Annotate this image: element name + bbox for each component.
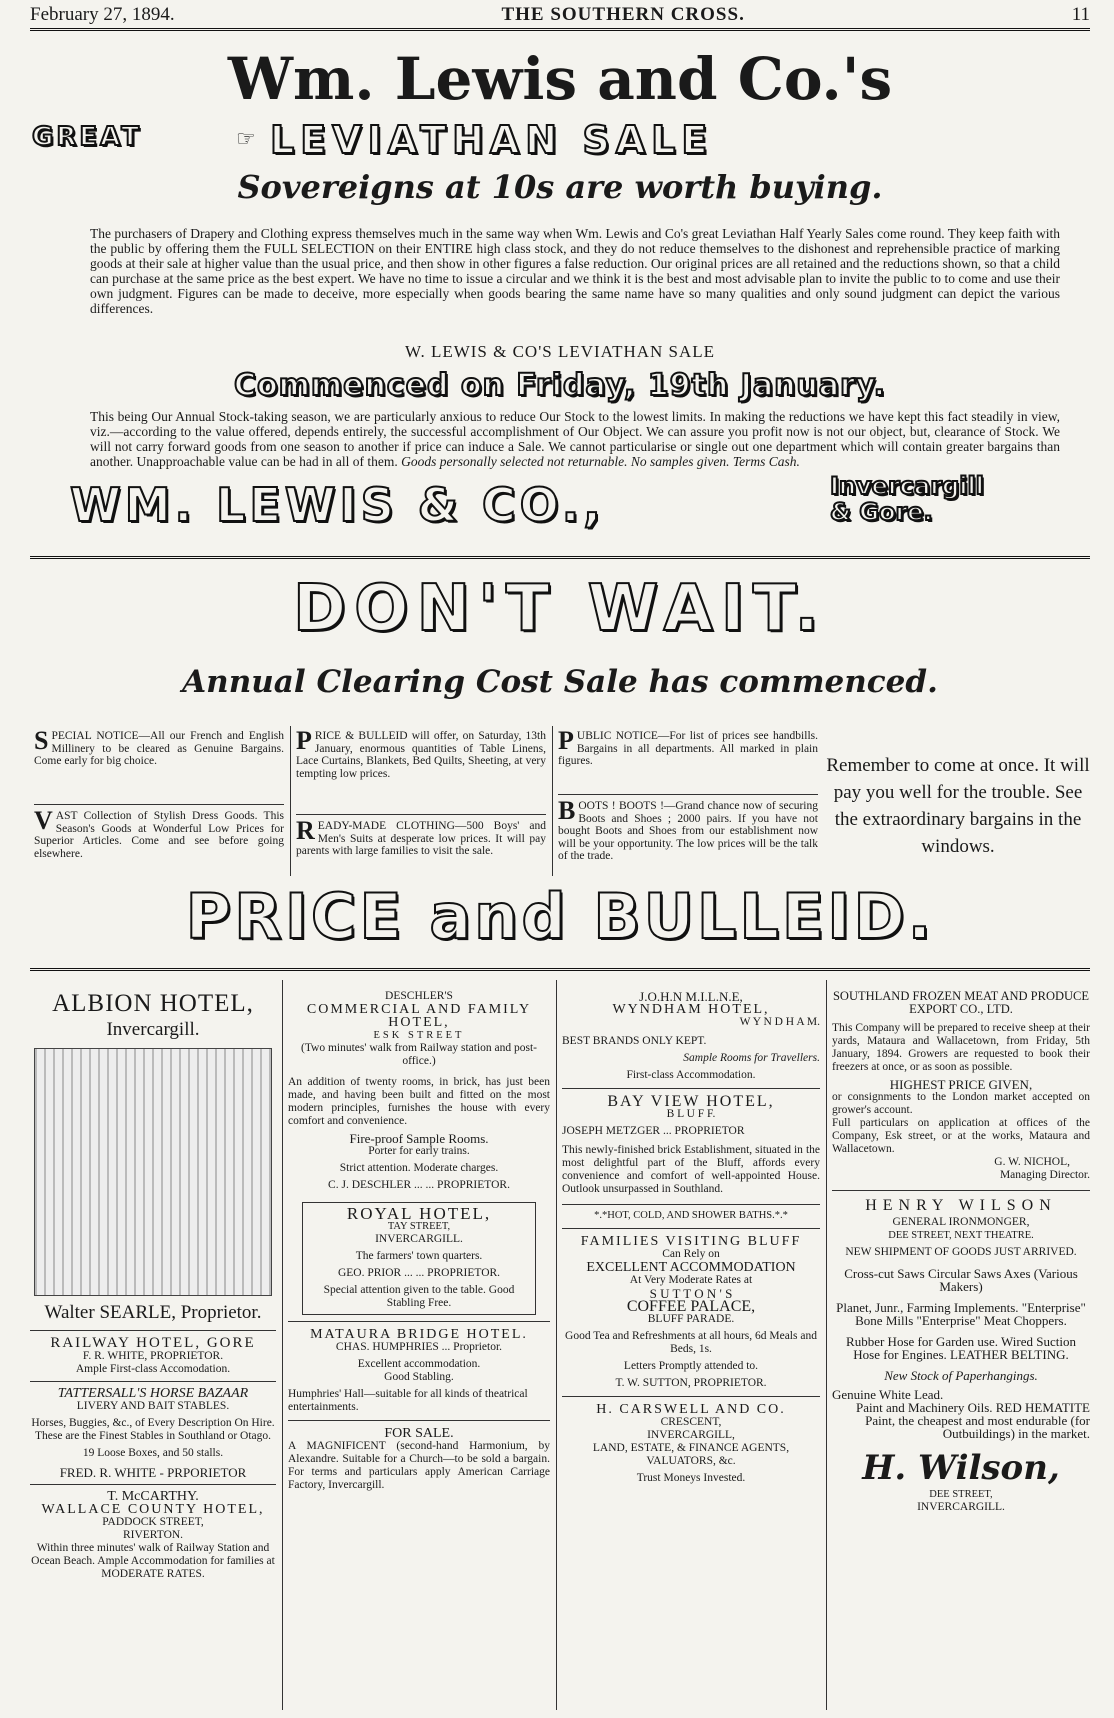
- lewis-subhead: W. LEWIS & CO'S LEVIATHAN SALE: [404, 342, 716, 361]
- horses-desc: Horses, Buggies, &c., of Every Description On Hire. These are the Finest Stables in Southland or Otago.: [31, 1417, 275, 1442]
- excellent-heading: EXCELLENT ACCOMMODATION: [586, 1260, 796, 1275]
- column-rule: [556, 980, 557, 1710]
- metzger-proprietor: JOSEPH METZGER ... PROPRIETOR: [562, 1125, 745, 1137]
- bayview-hotel-title: BAY VIEW HOTEL,: [607, 1093, 775, 1110]
- wyndham-hotel-title: WYNDHAM HOTEL,: [612, 1002, 770, 1017]
- wallace-street: PADDOCK STREET,: [102, 1516, 204, 1528]
- stock-text: This being Our Annual Stock-taking season, we are particularly anxious to reduce Our Stock to the lowest limits. In making the reductions we have kept this fact steadily in view, viz.—according to the value offered, depends entirely, the successful accomplishment of Our Object. We can assure you profit now is not our object, but, clearance of Stock. We will not carry forward goods from one season to another if price can induce a Sale. We cannot particularise or single out one department which will contain greater bargains than another. Unapproachable value can be had in all of them.: [90, 409, 1060, 469]
- white-lead: Genuine White Lead.: [832, 1387, 944, 1402]
- lewis-firm-line: [30, 470, 1090, 536]
- loose-boxes: 19 Loose Boxes, and 50 stalls.: [82, 1447, 224, 1459]
- henry-wilson-title: HENRY WILSON: [865, 1197, 1057, 1214]
- lewis-tagline: Sovereigns at 10s are worth buying.: [237, 168, 883, 206]
- initial-letter: S: [34, 726, 49, 755]
- clearing-sale-heading: Annual Clearing Cost Sale has commenced.: [182, 664, 938, 700]
- lewis-intro-paragraph: The purchasers of Drapery and Clothing express themselves much in the same way when Wm. Lewis and Co's great Leviathan Half Yearly Sales come round. They keep faith with the public by offering them the FULL SELECTION on their ENTIRE high class stock, and they do not reduce themselves to the dishonest and reprehensible practice of marking goods at their sale at higher value than the usual price, and then show in other figures a false reduction. Our original prices are all retained and the reductions shown, so that a child can purchase at the same price as the best expert. We have no time to issue a circular and we think it is the best and most advisable plan to invite the public to to come and use their own judgment. Figures can be made to deceive, more especially when goods bearing the same name have so many qualities and only sound judgment can depict the various differences.: [90, 226, 1060, 316]
- coffee-palace: COFFEE PALACE,: [626, 1298, 756, 1315]
- ironmonger: GENERAL IRONMONGER,: [892, 1216, 1030, 1228]
- company-desc: This Company will be prepared to receive sheep at their yards, Mataura and Wallacetown, from Friday, 5th January, 1894. Growers are requested to book their freezers at once, or as soon as possible.: [832, 1022, 1090, 1073]
- divider: [290, 726, 291, 876]
- notice-text: AST Collection of Stylish Dress Goods. This Season's Goods at Wonderful Low Prices for Superior Articles. Come and see before going elsewhere.: [34, 810, 284, 860]
- initial-letter: P: [296, 726, 312, 755]
- mccarthy: T. McCARTHY.: [107, 1489, 199, 1504]
- lewis-stock-paragraph: [90, 409, 1060, 469]
- wilson-street: DEE STREET,: [929, 1489, 993, 1500]
- notice-text: EADY-MADE CLOTHING—500 Boys' and Men's Suits at desperate low prices. It will pay parents with large families to visit the sale.: [296, 820, 546, 857]
- dee-street: DEE STREET, NEXT THEATRE.: [888, 1230, 1034, 1241]
- managing-director: Managing Director.: [999, 1169, 1090, 1181]
- notice-dress-goods: [34, 806, 284, 860]
- divider: [296, 814, 546, 815]
- column-rule: [282, 980, 283, 1710]
- divider: [34, 804, 284, 805]
- albion-title: ALBION HOTEL,: [52, 990, 254, 1017]
- lewis-title: Wm. Lewis and Co.'s: [227, 45, 893, 113]
- chas-humphries: CHAS. HUMPHRIES ... Proprietor.: [335, 1341, 503, 1353]
- wallace-desc: Within three minutes' walk of Railway Station and Ocean Beach. Ample Accommodation for families at MODERATE RATES.: [31, 1542, 275, 1580]
- fred-white: FRED. R. WHITE - PRPORIETOR: [59, 1465, 247, 1480]
- moderate-rates: At Very Moderate Rates at: [629, 1274, 753, 1286]
- saws: Cross-cut Saws Circular Saws Axes (Various Makers): [844, 1266, 1078, 1294]
- trust-moneys: Trust Moneys Invested.: [636, 1472, 746, 1484]
- deschler-label: DESCHLER'S: [385, 990, 453, 1002]
- humphries-hall: Humphries' Hall—suitable for all kinds of theatrical entertainments.: [288, 1388, 528, 1413]
- notice-boots: [558, 796, 818, 863]
- wallace-hotel-title: WALLACE COUNTY HOTEL,: [41, 1502, 265, 1517]
- price-bulleid-name: PRICE and BULLEID.: [185, 880, 935, 953]
- railway-hotel-title: RAILWAY HOTEL, GORE: [50, 1335, 256, 1351]
- notice-text: UBLIC NOTICE—For list of prices see handbills. Bargains in all departments. All marked in plain figures.: [558, 730, 818, 767]
- new-shipment: NEW SHIPMENT OF GOODS JUST ARRIVED.: [845, 1246, 1077, 1258]
- southland-frozen-title: SOUTHLAND FROZEN MEAT AND PRODUCE EXPORT CO., LTD.: [832, 989, 1090, 1016]
- sutton-proprietor: T. W. SUTTON, PROPRIETOR.: [615, 1377, 767, 1389]
- newspaper-title: THE SOUTHERN CROSS.: [501, 4, 745, 25]
- first-class: First-class Accommodation.: [626, 1069, 756, 1081]
- minutes-walk: (Two minutes' walk from Railway station and post-office.): [300, 1042, 538, 1067]
- crescent: CRESCENT,: [660, 1416, 722, 1428]
- harmonium-desc: A MAGNIFICENT (second-hand Harmonium, by Alexandre. Suitable for a Church—to be sold a bargain. For terms and particulars apply American Carriage Factory, Invercargill.: [288, 1440, 550, 1491]
- rubber-hose: Rubber Hose for Garden use. Wired Suction Hose for Engines. LEATHER BELTING.: [846, 1334, 1076, 1362]
- firm-place-1: Invercargill: [830, 472, 984, 500]
- geo-prior: GEO. PRIOR ... ... PROPRIETOR.: [337, 1267, 501, 1279]
- h-wilson-name: H. Wilson,: [862, 1448, 1060, 1488]
- notice-linens: [296, 726, 546, 780]
- porter: Porter for early trains.: [368, 1145, 470, 1157]
- lewis-firm-name: WM. LEWIS & CO.,: [70, 478, 605, 532]
- john-milne: J.O.H.N M.I.L.N.E,: [639, 989, 743, 1004]
- fireproof-rooms: Fire-proof Sample Rooms.: [349, 1131, 489, 1146]
- strict-attention: Strict attention. Moderate charges.: [339, 1162, 499, 1174]
- railway-accommodation: Ample First-class Accomodation.: [75, 1363, 231, 1375]
- section-rule: [30, 968, 1090, 971]
- divider: [552, 726, 553, 876]
- addition-desc: An addition of twenty rooms, in brick, has just been made, and having been built and fitted on the most modern principles, furnishes the house with every comfort and convenience.: [288, 1076, 550, 1127]
- land-agents: LAND, ESTATE, & FINANCE AGENTS, VALUATORS, &c.: [592, 1442, 790, 1467]
- initial-letter: V: [34, 806, 53, 835]
- column-2: [288, 990, 550, 1492]
- tay-street: TAY STREET,: [387, 1221, 451, 1232]
- notice-clothing: [296, 816, 546, 858]
- consignments: or consignments to the London market accepted on grower's account.: [832, 1091, 1090, 1116]
- carswell-title: H. CARSWELL AND CO.: [596, 1402, 786, 1417]
- column-rule: [826, 980, 827, 1710]
- albion-town: Invercargill.: [106, 1019, 200, 1040]
- esk-street: ESK STREET: [373, 1030, 465, 1041]
- wyndham-town: W Y N D H A M.: [739, 1016, 820, 1028]
- families-heading: FAMILIES VISITING BLUFF: [580, 1234, 802, 1249]
- remember-notice: Remember to come at once. It will pay you well for the trouble. See the extraordinary bargains in the windows.: [826, 755, 1090, 857]
- metzger-desc: This newly-finished brick Establishment, situated in the most delightful part of the Bluff, affords every convenience and comfort of well-appointed House. Outlook unsurpassed in Southland.: [562, 1144, 820, 1195]
- notice-handbills: [558, 726, 818, 768]
- farmers-quarters: The farmers' town quarters.: [355, 1250, 483, 1262]
- excellent-accommodation: Excellent accommodation.: [357, 1358, 481, 1370]
- notice-text: OOTS ! BOOTS !—Grand chance now of securing Boots and Shoes ; 2000 pairs. If you have not bought Boots and Shoes from our establishment now will be your opportunity. The low prices will be the talk of the trade.: [558, 800, 818, 862]
- pointing-hand-icon: ☞: [236, 126, 256, 151]
- paperhangings: New Stock of Paperhangings.: [884, 1368, 1038, 1383]
- initial-letter: B: [558, 796, 576, 825]
- column-1: [30, 990, 276, 1581]
- initial-letter: R: [296, 816, 315, 845]
- issue-date: February 27, 1894.: [30, 4, 175, 25]
- carswell-town: INVERCARGILL,: [647, 1429, 735, 1441]
- for-sale-heading: FOR SALE.: [384, 1426, 454, 1441]
- highest-price: HIGHEST PRICE GIVEN,: [889, 1077, 1033, 1092]
- albion-hotel-illustration: [34, 1048, 272, 1296]
- good-stabling: Good Stabling.: [384, 1371, 454, 1383]
- baths: *.*HOT, COLD, AND SHOWER BATHS.*.*: [594, 1210, 788, 1221]
- special-attention: Special attention given to the table. Good Stabling Free.: [323, 1284, 515, 1309]
- column-4: [832, 990, 1090, 1514]
- page-header: [30, 2, 1090, 31]
- dont-wait-heading: DON'T WAIT.: [293, 572, 827, 646]
- royal-hotel-title: ROYAL HOTEL,: [346, 1204, 492, 1223]
- leviathan-sale-label: LEVIATHAN SALE: [270, 118, 714, 162]
- great-label: GREAT: [32, 122, 142, 152]
- best-brands: BEST BRANDS ONLY KEPT.: [562, 1035, 707, 1047]
- deschler-proprietor: C. J. DESCHLER ... ... PROPRIETOR.: [328, 1179, 510, 1191]
- notice-text: RICE & BULLEID will offer, on Saturday, 13th January, enormous quantities of Table Linens, Lace Curtains, Blankets, Bed Quilts, Sheeting, at very tempting low prices.: [296, 730, 546, 780]
- tea-refreshments: Good Tea and Refreshments at all hours, 6d Meals and Beds, 1s.: [565, 1330, 817, 1355]
- bayview-bluff: B L U F F.: [666, 1108, 716, 1120]
- notice-millinery: [34, 726, 284, 768]
- planet: Planet, Junr., Farming Implements. "Enterprise" Bone Mills "Enterprise" Meat Choppers.: [836, 1300, 1086, 1328]
- commercial-hotel-title: COMMERCIAL AND FAMILY HOTEL,: [306, 1002, 532, 1030]
- sample-rooms: Sample Rooms for Travellers.: [683, 1052, 820, 1064]
- albion-proprietor: Walter SEARLE, Proprietor.: [44, 1302, 262, 1323]
- mataura-hotel-title: MATAURA BRIDGE HOTEL.: [310, 1327, 528, 1342]
- lewis-sale-line: [30, 118, 1090, 162]
- nichol: G. W. NICHOL,: [994, 1156, 1070, 1168]
- royal-hotel-box: [302, 1202, 536, 1315]
- firm-place-2: & Gore.: [830, 498, 933, 526]
- commenced-heading: Commenced on Friday, 19th January.: [233, 368, 887, 403]
- initial-letter: P: [558, 726, 574, 755]
- wilson-town: INVERCARGILL.: [917, 1501, 1005, 1513]
- terms-text: Goods personally selected not returnable. No samples given. Terms Cash.: [401, 454, 800, 469]
- livery-stables: LIVERY AND BAIT STABLES.: [76, 1400, 230, 1412]
- page-number: 11: [1071, 4, 1090, 25]
- can-rely: Can Rely on: [662, 1248, 720, 1260]
- wallace-town: RIVERTON.: [122, 1529, 184, 1541]
- railway-proprietor: F. R. WHITE, PROPRIETOR.: [82, 1350, 224, 1362]
- suttons: S U T T O N ' S: [649, 1286, 733, 1301]
- letters: Letters Promptly attended to.: [623, 1360, 759, 1372]
- royal-town: INVERCARGILL.: [375, 1233, 463, 1245]
- tattersall-title: TATTERSALL'S HORSE BAZAAR: [57, 1386, 249, 1401]
- section-rule: [30, 556, 1090, 559]
- divider: [558, 794, 818, 795]
- notice-text: PECIAL NOTICE—All our French and English Millinery to be cleared as Genuine Bargains. Come early for big choice.: [34, 730, 284, 767]
- bluff-parade: BLUFF PARADE.: [647, 1313, 735, 1325]
- full-particulars: Full particulars on application at offices of the Company, Esk street, or at the works, Mataura and Wallacetown.: [832, 1117, 1090, 1155]
- column-3: [562, 990, 820, 1485]
- paint-oils: Paint and Machinery Oils. RED HEMATITE Paint, the cheapest and most endurable (for Outbuildings) in the market.: [856, 1400, 1090, 1441]
